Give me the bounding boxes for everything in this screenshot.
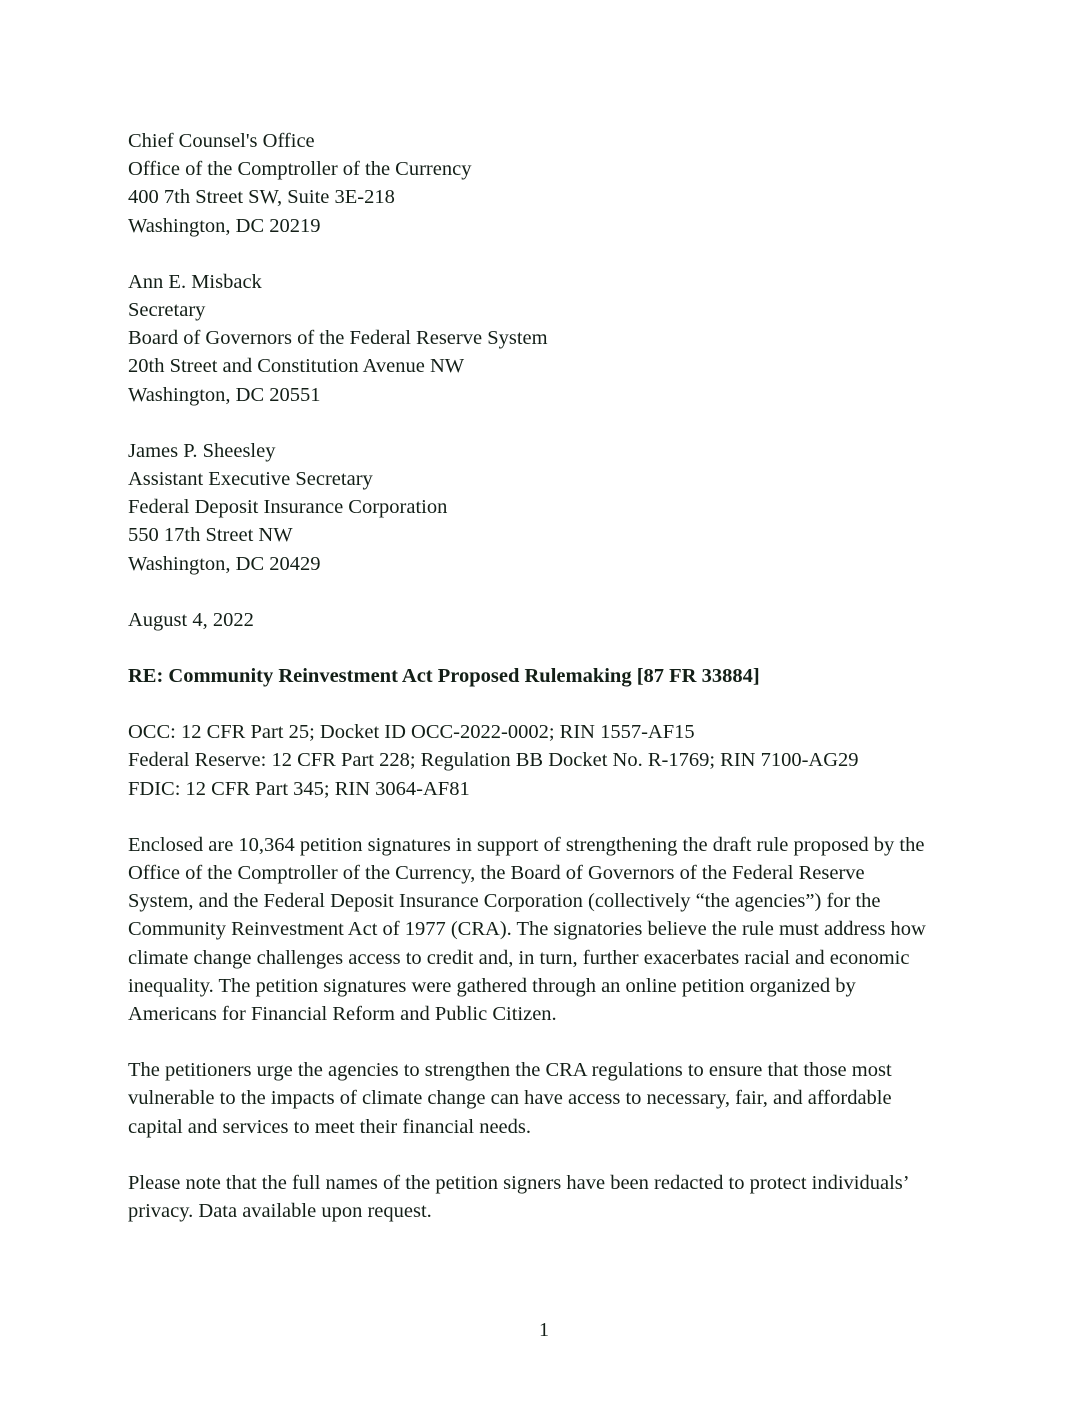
addressee-line: 400 7th Street SW, Suite 3E-218 — [128, 186, 395, 209]
paragraph-line: Americans for Financial Reform and Public Citizen. — [128, 1003, 557, 1026]
addressee-occ — [128, 127, 968, 240]
addressee-line: 550 17th Street NW — [128, 524, 293, 547]
addressee-line: Chief Counsel's Office — [128, 130, 315, 152]
subject-line: RE: Community Reinvestment Act Proposed Rulemaking [87 FR 33884] — [128, 665, 760, 688]
letter-body — [128, 127, 968, 1253]
addressee-line: 20th Street and Constitution Avenue NW — [128, 355, 465, 378]
addressee-line: Washington, DC 20551 — [128, 383, 321, 406]
paragraph-line: Enclosed are 10,364 petition signatures in support of strengthening the draft rule proposed by the — [128, 833, 925, 856]
addressee-line: Assistant Executive Secretary — [128, 468, 373, 491]
paragraph-line: Community Reinvestment Act of 1977 (CRA). The signatories believe the rule must address how — [128, 918, 926, 941]
addressee-line: Secretary — [128, 299, 206, 322]
paragraph-line: System, and the Federal Deposit Insurance Corporation (collectively “the agencies”) for the — [128, 890, 881, 913]
paragraph-line: inequality. The petition signatures were gathered through an online petition organized by — [128, 974, 856, 997]
addressee-fdic — [128, 437, 968, 578]
paragraph-line: vulnerable to the impacts of climate change can have access to necessary, fair, and affordable — [128, 1087, 892, 1110]
addressee-line: James P. Sheesley — [128, 439, 276, 462]
paragraph-line: The petitioners urge the agencies to strengthen the CRA regulations to ensure that those most — [128, 1059, 892, 1082]
letter-date: August 4, 2022 — [128, 608, 254, 631]
addressee-line: Ann E. Misback — [128, 270, 262, 293]
letter-date-block — [128, 606, 968, 634]
addressee-line: Federal Deposit Insurance Corporation — [128, 496, 448, 519]
addressee-line: Washington, DC 20219 — [128, 214, 321, 237]
docket-line: OCC: 12 CFR Part 25; Docket ID OCC-2022-0002; RIN 1557-AF15 — [128, 721, 695, 744]
addressee-federal-reserve — [128, 268, 968, 409]
paragraph-line: privacy. Data available upon request. — [128, 1200, 432, 1223]
docket-list — [128, 718, 968, 803]
addressee-line: Office of the Comptroller of the Currency — [128, 158, 472, 181]
page-number: 1 — [539, 1319, 549, 1341]
addressee-line: Board of Governors of the Federal Reserve System — [128, 327, 548, 350]
paragraph-privacy-note — [128, 1169, 968, 1225]
paragraph-line: Office of the Comptroller of the Currency, the Board of Governors of the Federal Reserve — [128, 862, 865, 885]
paragraph-line: Please note that the full names of the petition signers have been redacted to protect individuals’ — [128, 1171, 910, 1194]
paragraph-petitioners-urge — [128, 1056, 968, 1141]
paragraph-line: climate change challenges access to credit and, in turn, further exacerbates racial and economic — [128, 946, 910, 969]
addressee-line: Washington, DC 20429 — [128, 552, 321, 575]
paragraph-line: capital and services to meet their financial needs. — [128, 1115, 531, 1138]
paragraph-enclosed-signatures — [128, 831, 968, 1028]
docket-line: FDIC: 12 CFR Part 345; RIN 3064-AF81 — [128, 777, 470, 800]
docket-line: Federal Reserve: 12 CFR Part 228; Regulation BB Docket No. R-1769; RIN 7100-AG29 — [128, 749, 859, 772]
